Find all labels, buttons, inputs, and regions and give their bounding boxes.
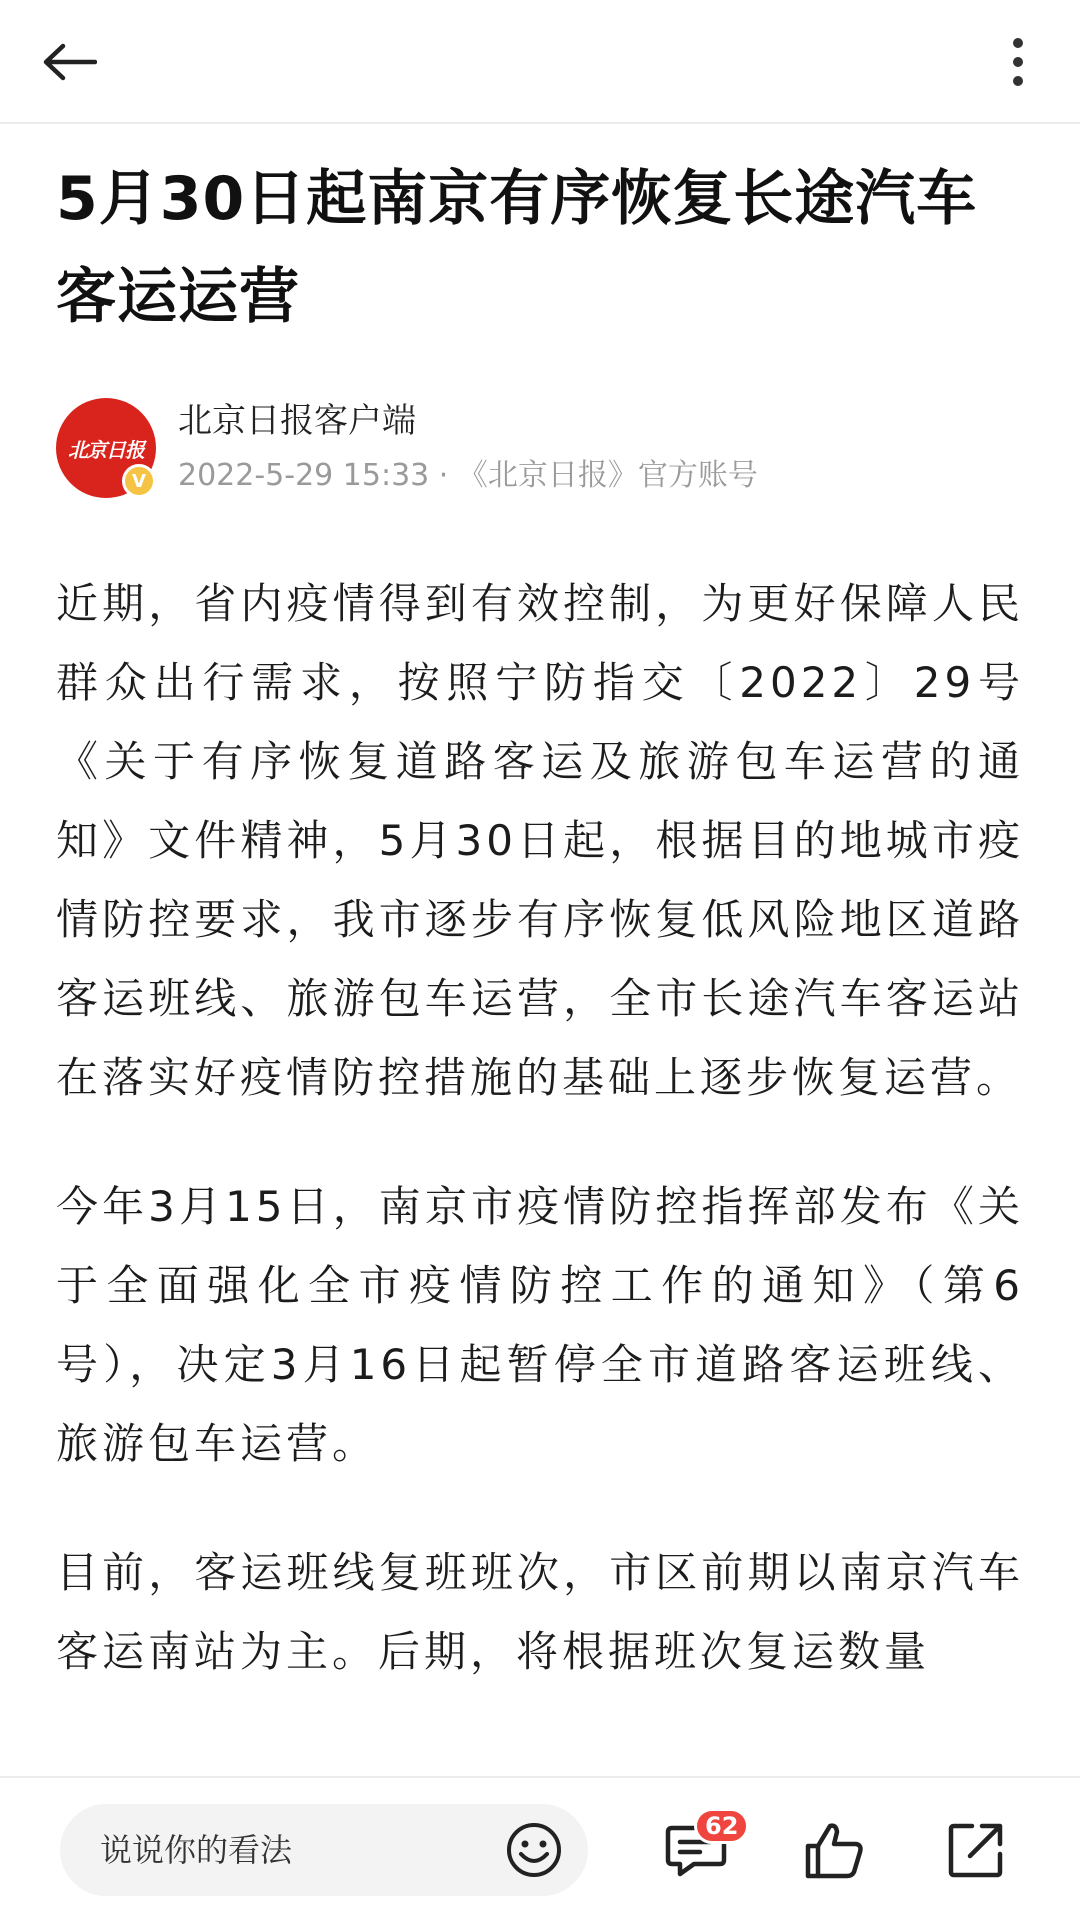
bottom-action-bar — [0, 1776, 1080, 1920]
share-icon — [946, 1820, 1006, 1880]
arrow-left-icon — [41, 42, 97, 82]
publish-meta: 2022-5-29 15:33 · 《北京日报》官方账号 — [178, 458, 758, 493]
comment-placeholder: 说说你的看法 — [100, 1831, 293, 1869]
top-nav-bar — [0, 0, 1080, 124]
article-paragraph: 目前，客运班线复班班次，市区前期以南京汽车客运南站为主。后期，将根据班次复运数量 — [56, 1548, 1024, 1676]
smiley-icon[interactable] — [504, 1820, 564, 1880]
author-name[interactable]: 北京日报客户端 — [178, 401, 416, 441]
more-options-button[interactable] — [986, 30, 1050, 94]
article-paragraph: 今年3月15日，南京市疫情防控指挥部发布《关于全面强化全市疫情防控工作的通知》（第6号），决定3月16日起暂停全市道路客运班线、旅游包车运营。 — [56, 1182, 1024, 1468]
article-body — [56, 564, 1024, 1691]
avatar-logo-text: 北京日报 — [68, 437, 144, 462]
like-button[interactable] — [796, 1812, 872, 1888]
back-button[interactable] — [34, 30, 104, 94]
share-button[interactable] — [938, 1812, 1014, 1888]
article-content — [56, 124, 1024, 1741]
thumbs-up-icon — [802, 1820, 866, 1880]
more-vertical-icon — [1010, 37, 1026, 87]
verified-badge-icon: V — [122, 464, 156, 498]
article-title: 5月30日起南京有序恢复长途汽车客运运营 — [56, 164, 978, 332]
comment-count-badge: 62 — [694, 1808, 749, 1844]
author-info[interactable] — [56, 398, 1024, 502]
article-paragraph: 近期，省内疫情得到有效控制，为更好保障人民群众出行需求，按照宁防指交〔2022〕29号《关于有序恢复道路客运及旅游包车运营的通知》文件精神，5月30日起，根据目的地城市疫情防控要求，我市逐步有序恢复低风险地区道路客运班线、旅游包车运营，全市长途汽车客运站在落实好疫情防控措施的基础上逐步恢复运营。 — [56, 579, 1024, 1102]
comment-input[interactable] — [60, 1804, 588, 1896]
